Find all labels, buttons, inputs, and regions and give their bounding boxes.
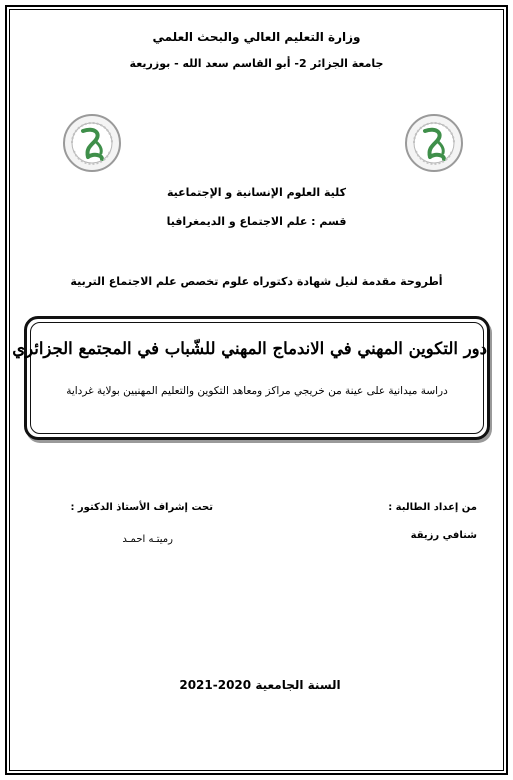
supervisor-label: تحت إشراف الأستاذ الدكتور : (70, 502, 213, 513)
supervisor-name: رميتـه احمـد (122, 534, 173, 545)
university-name: جامعة الجزائر 2- أبو القاسم سعد الله - بوزريعة (129, 57, 384, 70)
student-name: شنافي رزيقة (410, 530, 477, 541)
student-label: من إعداد الطالبة : (388, 502, 477, 513)
degree-statement: أطروحة مقدمة لنيل شهادة دكتوراه علوم تخصص علم الاجتماع التربية (70, 275, 443, 288)
thesis-subtitle: دراسة ميدانية على عينة من خريجي مراكز ومعاهد التكوين والتعليم المهنيين بولاية غرداية (66, 385, 448, 397)
thesis-title: دور التكوين المهني في الاندماج المهني للشّباب في المجتمع الجزائري (12, 339, 487, 358)
academic-year: السنة الجامعية 2020-2021 (179, 678, 341, 692)
faculty-name: كلية العلوم الإنسانية و الإجتماعية (166, 186, 347, 199)
university-seal-icon (404, 113, 464, 173)
department-name: قسم : علم الاجتماع و الديمغرافيا (166, 215, 347, 228)
ministry-name: وزارة التعليم العالي والبحث العلمي (152, 30, 361, 44)
thesis-title-frame (12, 316, 490, 440)
university-seal-icon (62, 113, 122, 173)
